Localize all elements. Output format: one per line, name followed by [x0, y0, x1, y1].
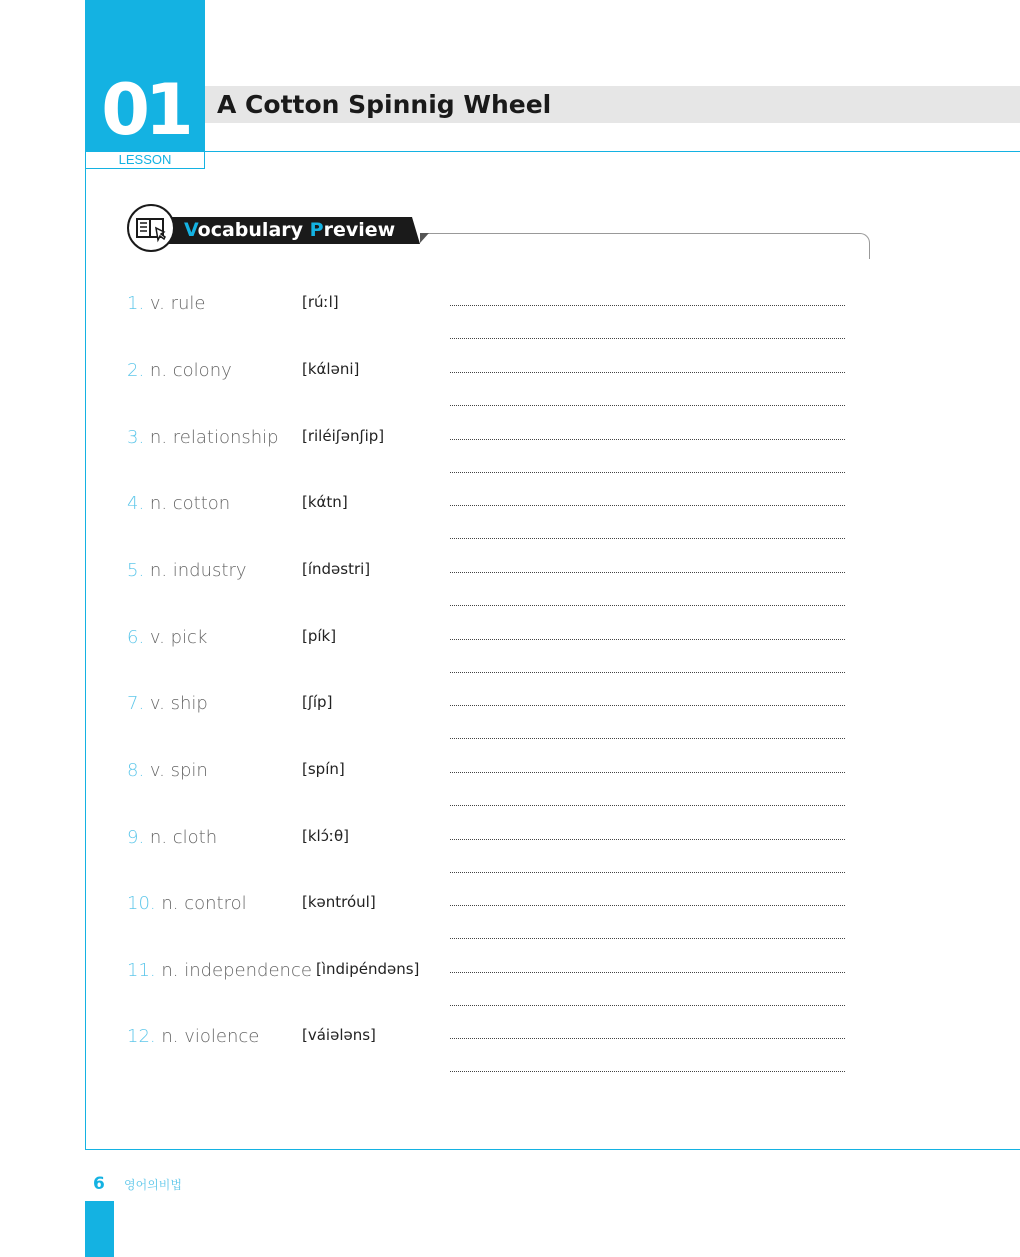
vocab-pronunciation: [klɔ́ːθ]: [302, 827, 350, 845]
lesson-label: LESSON: [118, 152, 172, 167]
vocab-number: 1.: [127, 293, 145, 314]
vocab-word: n. industry: [149, 560, 247, 581]
vocab-pronunciation: [riléiʃənʃip]: [302, 427, 385, 445]
vocab-item: [127, 1026, 847, 1093]
answer-line[interactable]: [450, 972, 845, 973]
vocab-item: [127, 560, 847, 627]
vocab-number: 10.: [127, 893, 156, 914]
answer-line[interactable]: [450, 905, 845, 906]
vocab-item: [127, 693, 847, 760]
vocab-item: [127, 427, 847, 494]
footer-bar: [85, 1201, 114, 1257]
vocab-pronunciation: [kəntróul]: [302, 893, 376, 911]
vocab-pronunciation: [índəstri]: [302, 560, 371, 578]
answer-line[interactable]: [450, 672, 845, 673]
answer-line[interactable]: [450, 738, 845, 739]
vocab-pronunciation: [rúːl]: [302, 293, 339, 311]
vocab-number: 5.: [127, 560, 145, 581]
answer-line[interactable]: [450, 1071, 845, 1072]
vocab-number: 8.: [127, 760, 145, 781]
vocab-pronunciation: [váiələns]: [302, 1026, 376, 1044]
vocab-word: n. cotton: [149, 493, 231, 514]
bottom-rule: [85, 1149, 1020, 1150]
vocab-word: v. pick: [149, 627, 208, 648]
vocab-item: [127, 893, 847, 960]
answer-line[interactable]: [450, 772, 845, 773]
answer-line[interactable]: [450, 572, 845, 573]
answer-line[interactable]: [450, 338, 845, 339]
vocab-number: 4.: [127, 493, 145, 514]
answer-line[interactable]: [450, 439, 845, 440]
answer-line[interactable]: [450, 705, 845, 706]
answer-line[interactable]: [450, 839, 845, 840]
vocab-number: 2.: [127, 360, 145, 381]
vocab-item: [127, 827, 847, 894]
answer-line[interactable]: [450, 938, 845, 939]
vocab-word: n. relationship: [149, 427, 279, 448]
vocab-pronunciation: [ʃíp]: [302, 693, 333, 711]
vocab-number: 3.: [127, 427, 145, 448]
answer-line[interactable]: [450, 605, 845, 606]
section-header-tip: [420, 233, 429, 243]
vocab-pronunciation: [kάtn]: [302, 493, 348, 511]
vocab-word: n. violence: [161, 1026, 260, 1047]
answer-line[interactable]: [450, 538, 845, 539]
answer-line[interactable]: [450, 872, 845, 873]
answer-line[interactable]: [450, 1005, 845, 1006]
vocab-number: 9.: [127, 827, 145, 848]
vocab-number: 7.: [127, 693, 145, 714]
section-title: Vocabulary Preview: [184, 219, 396, 241]
lesson-title: A Cotton Spinnig Wheel: [217, 90, 552, 119]
answer-line[interactable]: [450, 405, 845, 406]
vocab-word: v. ship: [149, 693, 208, 714]
lesson-number: 01: [101, 69, 189, 151]
vocab-pronunciation: [spín]: [302, 760, 345, 778]
top-rule: [205, 151, 1020, 152]
answer-line[interactable]: [450, 639, 845, 640]
answer-line[interactable]: [450, 305, 845, 306]
vocab-pronunciation: [pík]: [302, 627, 337, 645]
vocab-item: [127, 960, 847, 1027]
answer-line[interactable]: [450, 805, 845, 806]
vocab-pronunciation: [ìndipéndəns]: [316, 960, 420, 978]
vocab-word: n. independence: [161, 960, 312, 981]
vocab-number: 12.: [127, 1026, 156, 1047]
vocab-word: v. rule: [149, 293, 206, 314]
answer-line[interactable]: [450, 505, 845, 506]
left-rule: [85, 168, 86, 1150]
vocab-item: [127, 360, 847, 427]
vocab-word: n. cloth: [149, 827, 218, 848]
vocab-number: 6.: [127, 627, 145, 648]
vocab-word: n. colony: [149, 360, 232, 381]
answer-line[interactable]: [450, 372, 845, 373]
vocab-item: [127, 627, 847, 694]
vocab-item: [127, 493, 847, 560]
answer-line[interactable]: [450, 1038, 845, 1039]
vocab-word: v. spin: [149, 760, 208, 781]
vocab-word: n. control: [161, 893, 247, 914]
book-icon: [127, 204, 175, 252]
vocab-number: 11.: [127, 960, 156, 981]
vocab-pronunciation: [kάləni]: [302, 360, 360, 378]
vocab-item: [127, 293, 847, 360]
book-title: 영어의비법: [124, 1178, 182, 1192]
section-header-rule: [420, 233, 870, 259]
answer-line[interactable]: [450, 472, 845, 473]
vocab-item: [127, 760, 847, 827]
page-number: 6: [93, 1174, 105, 1194]
